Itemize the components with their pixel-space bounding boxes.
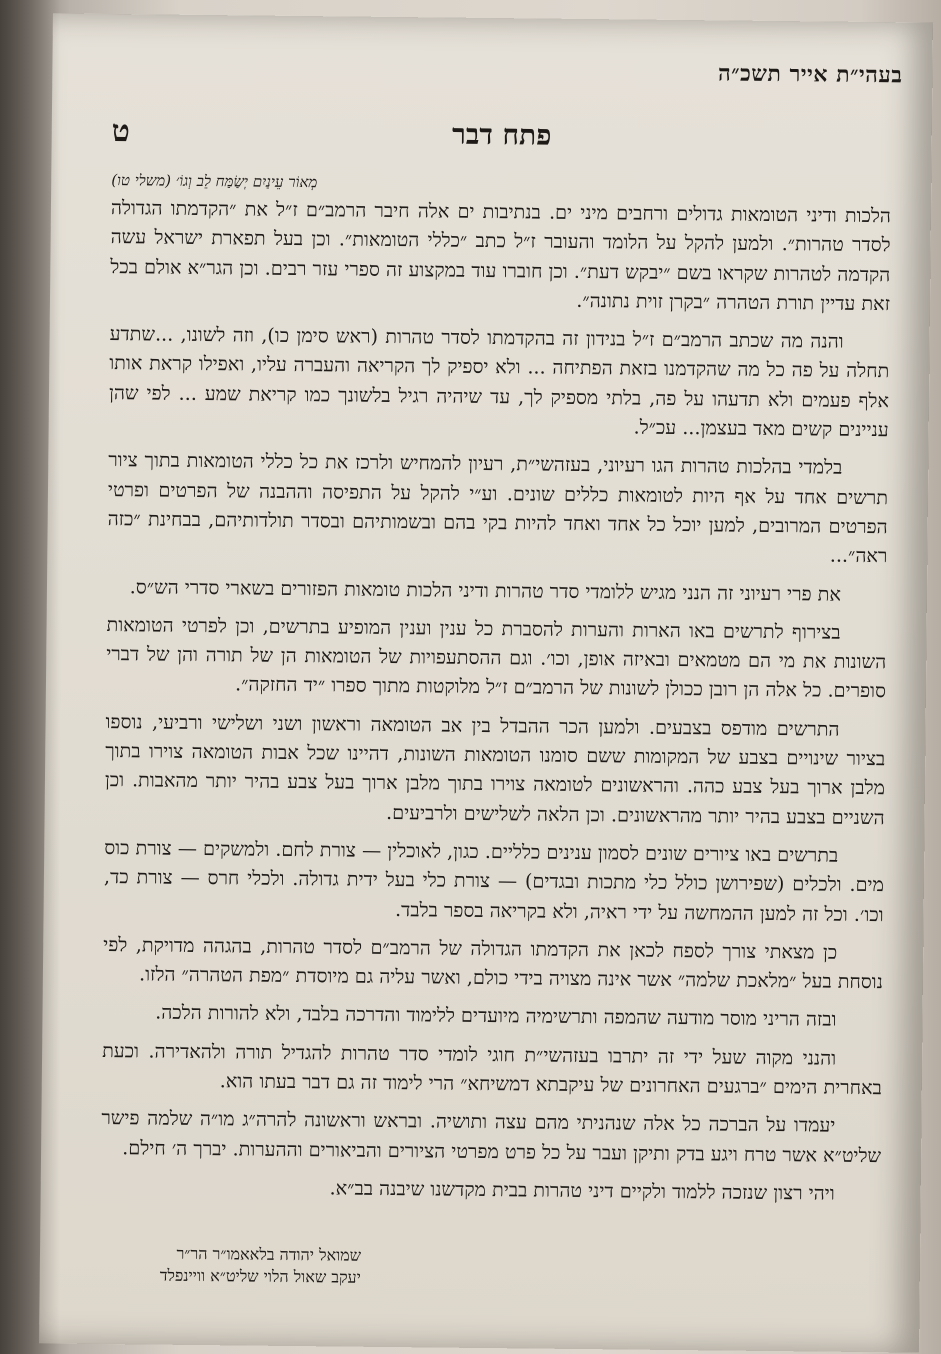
paragraph: ויהי רצון שנזכה ללמוד ולקיים דיני טהרות בבית מקדשנו שיבנה בב״א. (329, 1176, 835, 1205)
epigraph: מְאוֹר עֵינַיִם יְשַׂמַּח לֵב וְגוֹ׳ (משלי טו) (111, 171, 318, 192)
signature-line: יעקב שאול הלוי שליט״א וויינפלד (159, 1265, 361, 1287)
signature-line: שמואל יהודה בלאאמו״ר הר״ר (176, 1243, 362, 1265)
paragraph: והנני מקוה שעל ידי זה יתרבו בעזהשי״ת חוגי לומדי סדר טהרות להגדיל תורה ולהאדירה. וכעת באחרית הימים ״ברגעים האחרונים של עיקבתא דמשיחא״ הרי לימוד זה גם דבר בעתו הוא. (102, 1038, 882, 1100)
paragraph: יעמדו על הברכה כל אלה שנהניתי מהם עצה ותושיה. ובראש וראשונה להרה״ג מו״ה שלמה פישר שליט״א אשר טרח ויגע בדק ותיקן ועבר על כל פרט מפרטי הציורים והביאורים וההערות. יברך ה׳ חילם. (101, 1106, 882, 1167)
book-page (39, 13, 933, 1352)
body-text (100, 139, 892, 1282)
paragraph: בתרשים באו ציורים שונים לסמון ענינים כלליים. כגון, לאוכלין — צורת לחם. ולמשקים — צורת כוס מים. ולכלים (שפירושן כולל כלי מתכות ובגדים) — צורת כלי בעל ידית גדולה. ולכלי חרס — צורת כד, וכו׳. וכל זה למען ההמחשה על ידי ראיה, ולא בקריאה בספר בלבד. (103, 835, 885, 926)
paragraph: בלמדי בהלכות טהרות הגו רעיוני, בעזהשי״ת, רעיון להמחיש ולרכז את כל כללי הטומאות בתוך ציור תרשים אחד על אף היות לטומאות כללים שונים. וע״י להקל על התפיסה וההבנה של הפרטים ופרטי הפרטים המרובים, למען יוכל כל אחד ואחד להיות בקי בהם ובשמותיהם ובסדר תולדותיהם, בבחינת ״כזה ראה״... (107, 448, 889, 568)
paragraph: כן מצאתי צורך לספח לכאן את הקדמתו הגדולה של הרמב״ם לסדר טהרות, בהגהה מדויקת, לפי נוסחת בעל ״מלאכת שלמה״ אשר אינה מצויה בידי כולם, ואשר עליה גם מיוסדת ״מפת הטהרה״ הלזו. (103, 932, 884, 994)
signature (160, 1243, 361, 1289)
page-title: פתח דבר (451, 117, 552, 152)
binding-shadow (0, 0, 60, 1354)
paragraph: הלכות ודיני הטומאות גדולים ורחבים מיני ים. בנתיבות ים אלה חיבר הרמב״ם ז״ל את ״הקדמתו הגדולה לסדר טהרות״. ולמען להקל על הלומד והעובר ז״ל כתב ״כללי הטומאות״. וכן בעל תפארת ישראל עשה הקדמה לטהרות שקראו בשם ״יבקש דעת״. וכן חוברו עוד במקצוע זה ספרי עזר רבים. וכן הגר״א אולם בכל זאת עדיין תורת הטהרה ״בקרן זוית נתונה״. (110, 196, 892, 316)
paragraph: את פרי רעיוני זה הנני מגיש ללומדי סדר טהרות ודיני הלכות טומאות הפזורים בשארי סדרי הש״ס. (129, 574, 842, 606)
running-head: בעהי״ת אייר תשכ״ה (717, 60, 903, 89)
page-number-letter: ט (111, 114, 131, 150)
paragraph: בצירוף לתרשים באו הארות והערות להסברת כל ענין וענין המופיע בתרשים, וכן לפרטי הטומאות השונות את מי הם מטמאים ובאיזה אופן, וכו׳. וגם ההסתעפויות של הטומאות הן של תורה והן של דברי סופרים. כל אלה הן רובן ככולן לשונות של הרמב״ם ז״ל מלוקטות מתוך ספרו ״יד החזקה״. (106, 612, 887, 703)
paragraph: ובזה הריני מוסר מודעה שהמפה ותרשימיה מיועדים ללימוד והדרכה בלבד, ולא להורות הלכה. (155, 1000, 837, 1032)
paragraph: התרשים מודפס בצבעים. ולמען הכר ההבדל בין אב הטומאה וראשון ושני ושלישי ורביעי, נוספו בציור שינויים בצבע של המקומות ששם סומנו הטומאות השונות, דהיינו שכל אבות הטומאה צוירו בתוך מלבן ארוך בעל צבע כהה. והראשונים לטומאה צוירו בתוך מלבן ארוך בעל צבע בהיר יותר מהאבות. וכן השניים בצבע בהיר יותר מהראשונים. וכן הלאה לשלישים ולרביעים. (104, 709, 886, 829)
paragraph: והנה מה שכתב הרמב״ם ז״ל בנידון זה בהקדמתו לסדר טהרות (ראש סימן כו), וזה לשונו, ...שתדע תחלה על פה כל מה שהקדמנו בזאת הפתיחה ... ולא יספיק לך הקריאה והעברה עליו, ואפילו קראת אותו אלף פעמים ולא תדעהו על פה, בלתי מספיק לך, עד שיהיה רגיל בלשונך כמו קריאת שמע ... לפי שהן עניינים קשים מאד בעצמן... עכ״ל. (108, 322, 890, 442)
